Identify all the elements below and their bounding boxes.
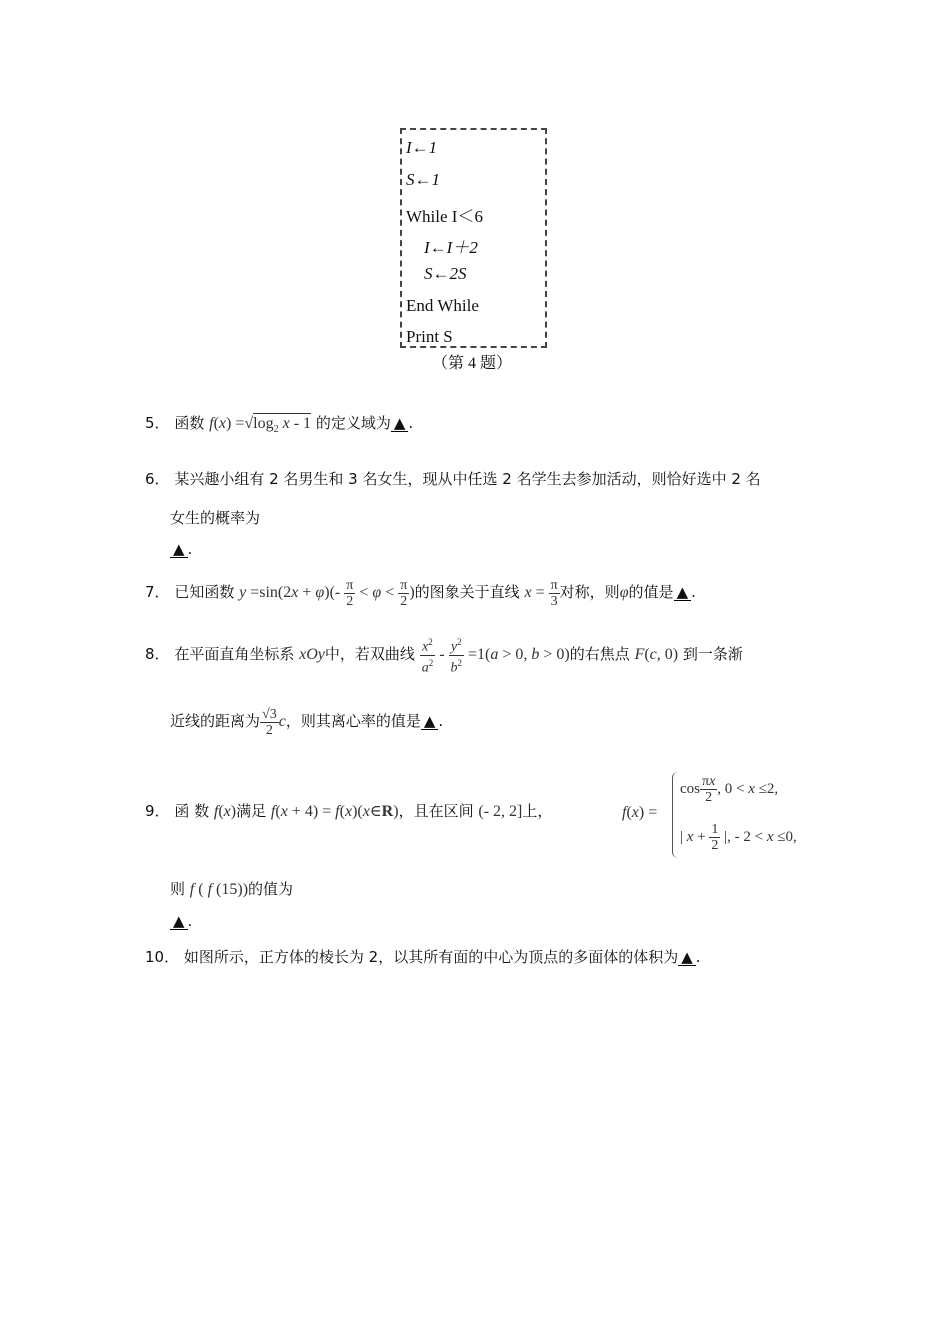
- formula: $f(x) =√\log_2$ x - 1: [209, 415, 312, 436]
- piece-2: | x + $\frac{1}{2}$ |, - 2 < x ≤0,: [680, 822, 797, 853]
- algo-line-6: End While: [406, 296, 479, 315]
- algo-line-7: Print S: [406, 327, 453, 346]
- algo-line-1: I←1: [406, 138, 438, 157]
- question-9-line3: ▲ .: [170, 912, 192, 930]
- algo-line-2: S←1: [406, 170, 440, 189]
- question-number: 9．: [145, 802, 170, 820]
- piece-1: cos $\frac{\pi x}{2}$ , 0 < x ≤2,: [680, 774, 779, 805]
- question-5: 5． 函数 $f(x) =√\log_2$ x - 1 的定义域为 ▲ .: [145, 414, 414, 436]
- answer-blank[interactable]: ▲: [170, 541, 188, 558]
- question-9-line2: 则 f ( f (15))的值为: [170, 880, 294, 898]
- question-number: 10．: [145, 948, 180, 966]
- formula: $\frac{x^2}{a^2}$ - $\frac{y^2}{b^2}$ =1(a > 0, b > 0): [421, 637, 570, 676]
- question-9: 9． 函 数 f(x)满足 f(x + 4) = f(x)(x∈R)，且在区间 (- 2, 2]上，: [145, 802, 553, 820]
- question-number: 7．: [145, 583, 170, 602]
- question-6: 6． 某兴趣小组有 2 名男生和 3 名女生，现从中任选 2 名学生去参加活动，则恰好选中 2 名: [145, 470, 761, 488]
- question-number: 8．: [145, 644, 170, 663]
- question-6-line2: 女生的概率为: [170, 509, 261, 527]
- question-10: 10． 如图所示，正方体的棱长为 2，以其所有面的中心为顶点的多面体的体积为 ▲ .: [145, 948, 701, 966]
- formula: y =sin(2x + φ)(- $\frac{\pi}{2}$ < φ < $\frac{\pi}{2}$ ): [239, 578, 415, 609]
- algo-line-4: I←I＋2: [424, 238, 478, 257]
- answer-blank[interactable]: ▲: [170, 913, 188, 930]
- question-6-line3: ▲ .: [170, 540, 192, 558]
- piecewise-label: f(x) =: [622, 804, 658, 821]
- answer-blank[interactable]: ▲: [678, 949, 696, 966]
- algo-line-3: While I＜6: [406, 207, 483, 226]
- figure-caption: （第 4 题）: [432, 355, 513, 372]
- question-number: 6．: [145, 470, 170, 488]
- answer-blank[interactable]: ▲: [421, 713, 439, 730]
- question-8-line2: 近线的距离为 $\frac{√3}{2}$ c，则其离心率的值是 ▲ .: [170, 707, 444, 738]
- question-number: 5．: [145, 414, 170, 432]
- algorithm-box: [400, 128, 547, 348]
- answer-blank[interactable]: ▲: [391, 415, 409, 432]
- question-7: 7． 已知函数 y =sin(2x + φ)(- $\frac{\pi}{2}$ < φ < $\frac{\pi}{2}$ )的图象关于直线 x = $\frac{\pi}{3}$ 对称，则φ的值是 ▲ .: [145, 578, 696, 609]
- answer-blank[interactable]: ▲: [674, 584, 692, 601]
- algo-line-5: S←2S: [424, 264, 467, 283]
- question-8: 8． 在平面直角坐标系 xOy中，若双曲线 $\frac{x^2}{a^2}$ - $\frac{y^2}{b^2}$ =1(a > 0, b > 0)的右焦点 F(c, 0) 到一条渐: [145, 637, 743, 676]
